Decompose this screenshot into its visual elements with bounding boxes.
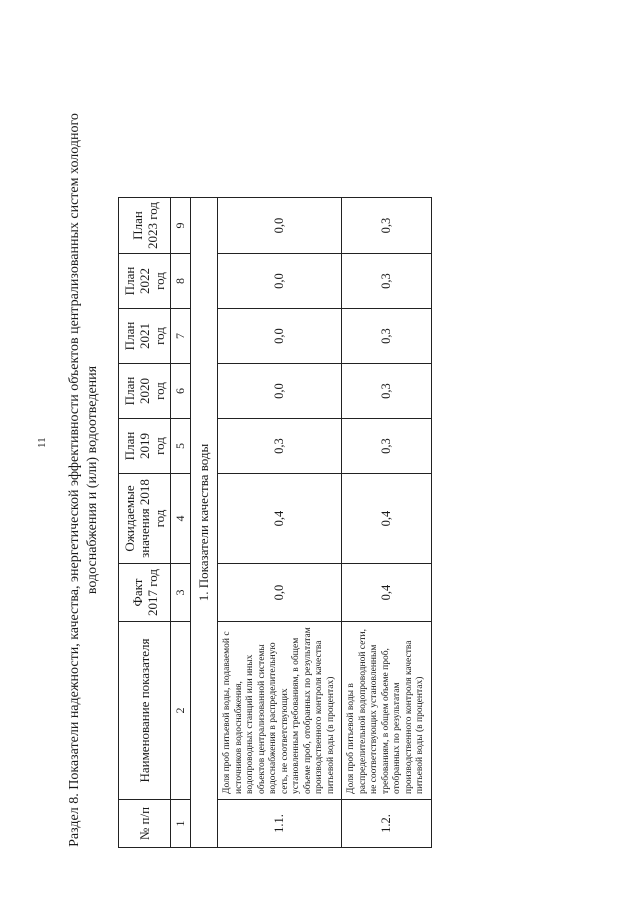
column-number: 4 [171,474,191,564]
section-title: Раздел 8. Показатели надежности, качества, энергетической эффективности объектов централизованных систем холодного водоснабжения и (или) водоотведения [67,113,100,847]
indicators-table [118,197,432,848]
page-number: 11 [36,437,48,448]
header-cell: Наименование показателя [119,622,171,800]
section-heading: 1. Показатели качества воды [191,198,218,848]
value-cell: 0,0 [218,198,342,254]
header-cell: План 2023 год [119,198,171,254]
section-header-row [191,198,218,848]
row-number: 1.1. [218,800,342,848]
value-cell: 0,3 [342,364,432,419]
header-cell: План 2022 год [119,254,171,309]
column-number: 3 [171,564,191,622]
header-cell: Ожидаемые значения 2018 год [119,474,171,564]
column-number: 5 [171,419,191,474]
value-cell: 0,0 [218,564,342,622]
rotated-sheet [66,60,586,880]
header-cell: План 2020 год [119,364,171,419]
header-cell: План 2019 год [119,419,171,474]
value-cell: 0,3 [342,309,432,364]
header-cell: Факт 2017 год [119,564,171,622]
table-row [342,198,432,848]
column-number: 1 [171,800,191,848]
column-number-row [171,198,191,848]
indicator-name: Доля проб питьевой воды, подаваемой с источников водоснабжения, водопроводных станций или иных объектов централизованной системы водоснабжения в распределительную сеть, не соответствующих установленным требованиям, в общем объеме проб, отобранных по результатам производственного контроля качества питьевой воды (в процентах) [218,622,342,800]
value-cell: 0,0 [218,364,342,419]
column-number: 7 [171,309,191,364]
column-number: 9 [171,198,191,254]
header-cell: План 2021 год [119,309,171,364]
value-cell: 0,3 [342,198,432,254]
indicator-name: Доля проб питьевой воды в распределительной водопроводной сети, не соответствующих установленным требованиям, в общем объеме проб, отобранных по результатам производственного контроля качества питьевой воды (в процентах) [342,622,432,800]
header-cell: № п/п [119,800,171,848]
header-row [119,198,171,848]
value-cell: 0,4 [218,474,342,564]
column-number: 8 [171,254,191,309]
value-cell: 0,3 [342,419,432,474]
value-cell: 0,0 [218,254,342,309]
column-number: 6 [171,364,191,419]
value-cell: 0,4 [342,564,432,622]
table-row [218,198,342,848]
value-cell: 0,3 [342,254,432,309]
value-cell: 0,3 [218,419,342,474]
column-number: 2 [171,622,191,800]
value-cell: 0,0 [218,309,342,364]
value-cell: 0,4 [342,474,432,564]
row-number: 1.2. [342,800,432,848]
